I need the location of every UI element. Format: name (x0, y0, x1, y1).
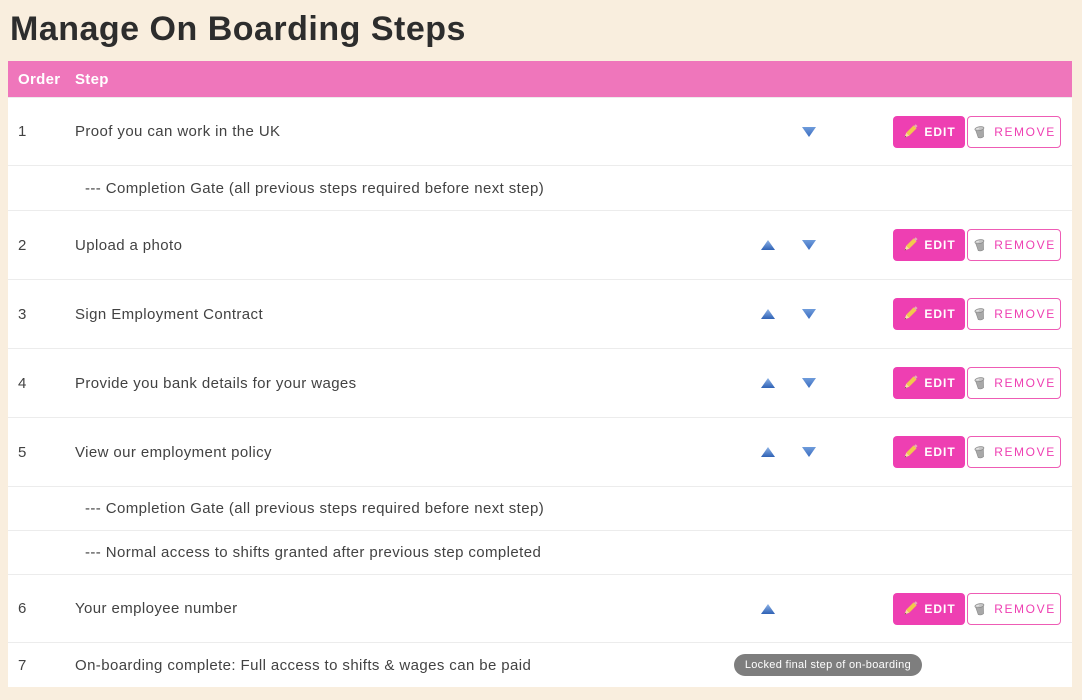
reorder-controls (750, 238, 893, 252)
move-down-slot (800, 602, 818, 616)
remove-button[interactable]: REMOVE (967, 298, 1061, 330)
trash-icon (972, 444, 988, 460)
pencil-icon (902, 237, 918, 253)
edit-button[interactable]: EDIT (893, 229, 965, 261)
remove-button[interactable]: REMOVE (967, 436, 1061, 468)
row-actions (893, 436, 1072, 468)
move-up-slot (759, 125, 777, 139)
move-down-icon[interactable] (800, 238, 818, 252)
reorder-controls (750, 307, 893, 321)
table-row (8, 642, 1072, 687)
locked-step-badge: Locked final step of on-boarding (734, 654, 922, 676)
table-row (8, 574, 1072, 642)
step-order: 5 (18, 443, 27, 461)
table-row (8, 97, 1072, 165)
pencil-icon (902, 306, 918, 322)
move-up-icon[interactable] (759, 602, 777, 616)
gate-label: --- Completion Gate (all previous steps required before next step) (85, 500, 545, 517)
move-up-icon[interactable] (759, 238, 777, 252)
step-order: 6 (18, 600, 27, 617)
move-down-icon[interactable] (800, 376, 818, 390)
row-actions (893, 367, 1072, 399)
row-actions (893, 593, 1072, 625)
pencil-icon (902, 375, 918, 391)
row-actions (893, 229, 1072, 261)
trash-icon (972, 306, 988, 322)
pencil-icon (902, 444, 918, 460)
step-order: 7 (18, 656, 27, 674)
move-down-icon[interactable] (800, 445, 818, 459)
step-order: 4 (18, 374, 27, 392)
step-order: 1 (18, 123, 27, 140)
trash-icon (972, 601, 988, 617)
step-label: Upload a photo (75, 236, 183, 254)
table-header-row (8, 61, 1072, 97)
table-row (8, 210, 1072, 279)
step-label: On-boarding complete: Full access to shifts & wages can be paid (75, 656, 532, 674)
remove-button[interactable]: REMOVE (967, 116, 1061, 148)
table-row (8, 279, 1072, 348)
remove-button[interactable]: REMOVE (967, 593, 1061, 625)
gate-row (8, 486, 1072, 530)
step-label: Sign Employment Contract (75, 305, 264, 323)
row-actions (893, 298, 1072, 330)
step-order: 3 (18, 305, 27, 323)
move-up-icon[interactable] (759, 376, 777, 390)
column-header-order: Order (18, 70, 61, 88)
gate-row (8, 165, 1072, 210)
edit-button[interactable]: EDIT (893, 116, 965, 148)
gate-row (8, 530, 1072, 574)
edit-button[interactable]: EDIT (893, 367, 965, 399)
move-down-icon[interactable] (800, 307, 818, 321)
edit-button[interactable]: EDIT (893, 593, 965, 625)
gate-label: --- Completion Gate (all previous steps required before next step) (85, 179, 545, 197)
step-label: View our employment policy (75, 443, 272, 461)
move-up-icon[interactable] (759, 445, 777, 459)
step-label: Provide you bank details for your wages (75, 374, 357, 392)
move-down-icon[interactable] (800, 125, 818, 139)
remove-button[interactable]: REMOVE (967, 229, 1061, 261)
trash-icon (972, 375, 988, 391)
move-up-icon[interactable] (759, 307, 777, 321)
table-row (8, 417, 1072, 486)
edit-button[interactable]: EDIT (893, 436, 965, 468)
step-order: 2 (18, 236, 27, 254)
onboarding-steps-table (8, 61, 1072, 687)
step-label: Proof you can work in the UK (75, 123, 281, 140)
reorder-controls (750, 376, 893, 390)
step-label: Your employee number (75, 600, 238, 617)
column-header-step: Step (75, 70, 109, 88)
reorder-controls (750, 602, 893, 616)
trash-icon (972, 237, 988, 253)
edit-button[interactable]: EDIT (893, 298, 965, 330)
trash-icon (972, 124, 988, 140)
gate-label: --- Normal access to shifts granted after previous step completed (85, 544, 542, 561)
row-actions (893, 116, 1072, 148)
remove-button[interactable]: REMOVE (967, 367, 1061, 399)
page-title: Manage On Boarding Steps (10, 10, 466, 48)
pencil-icon (902, 601, 918, 617)
table-row (8, 348, 1072, 417)
reorder-controls (750, 445, 893, 459)
pencil-icon (902, 124, 918, 140)
reorder-controls (750, 125, 893, 139)
